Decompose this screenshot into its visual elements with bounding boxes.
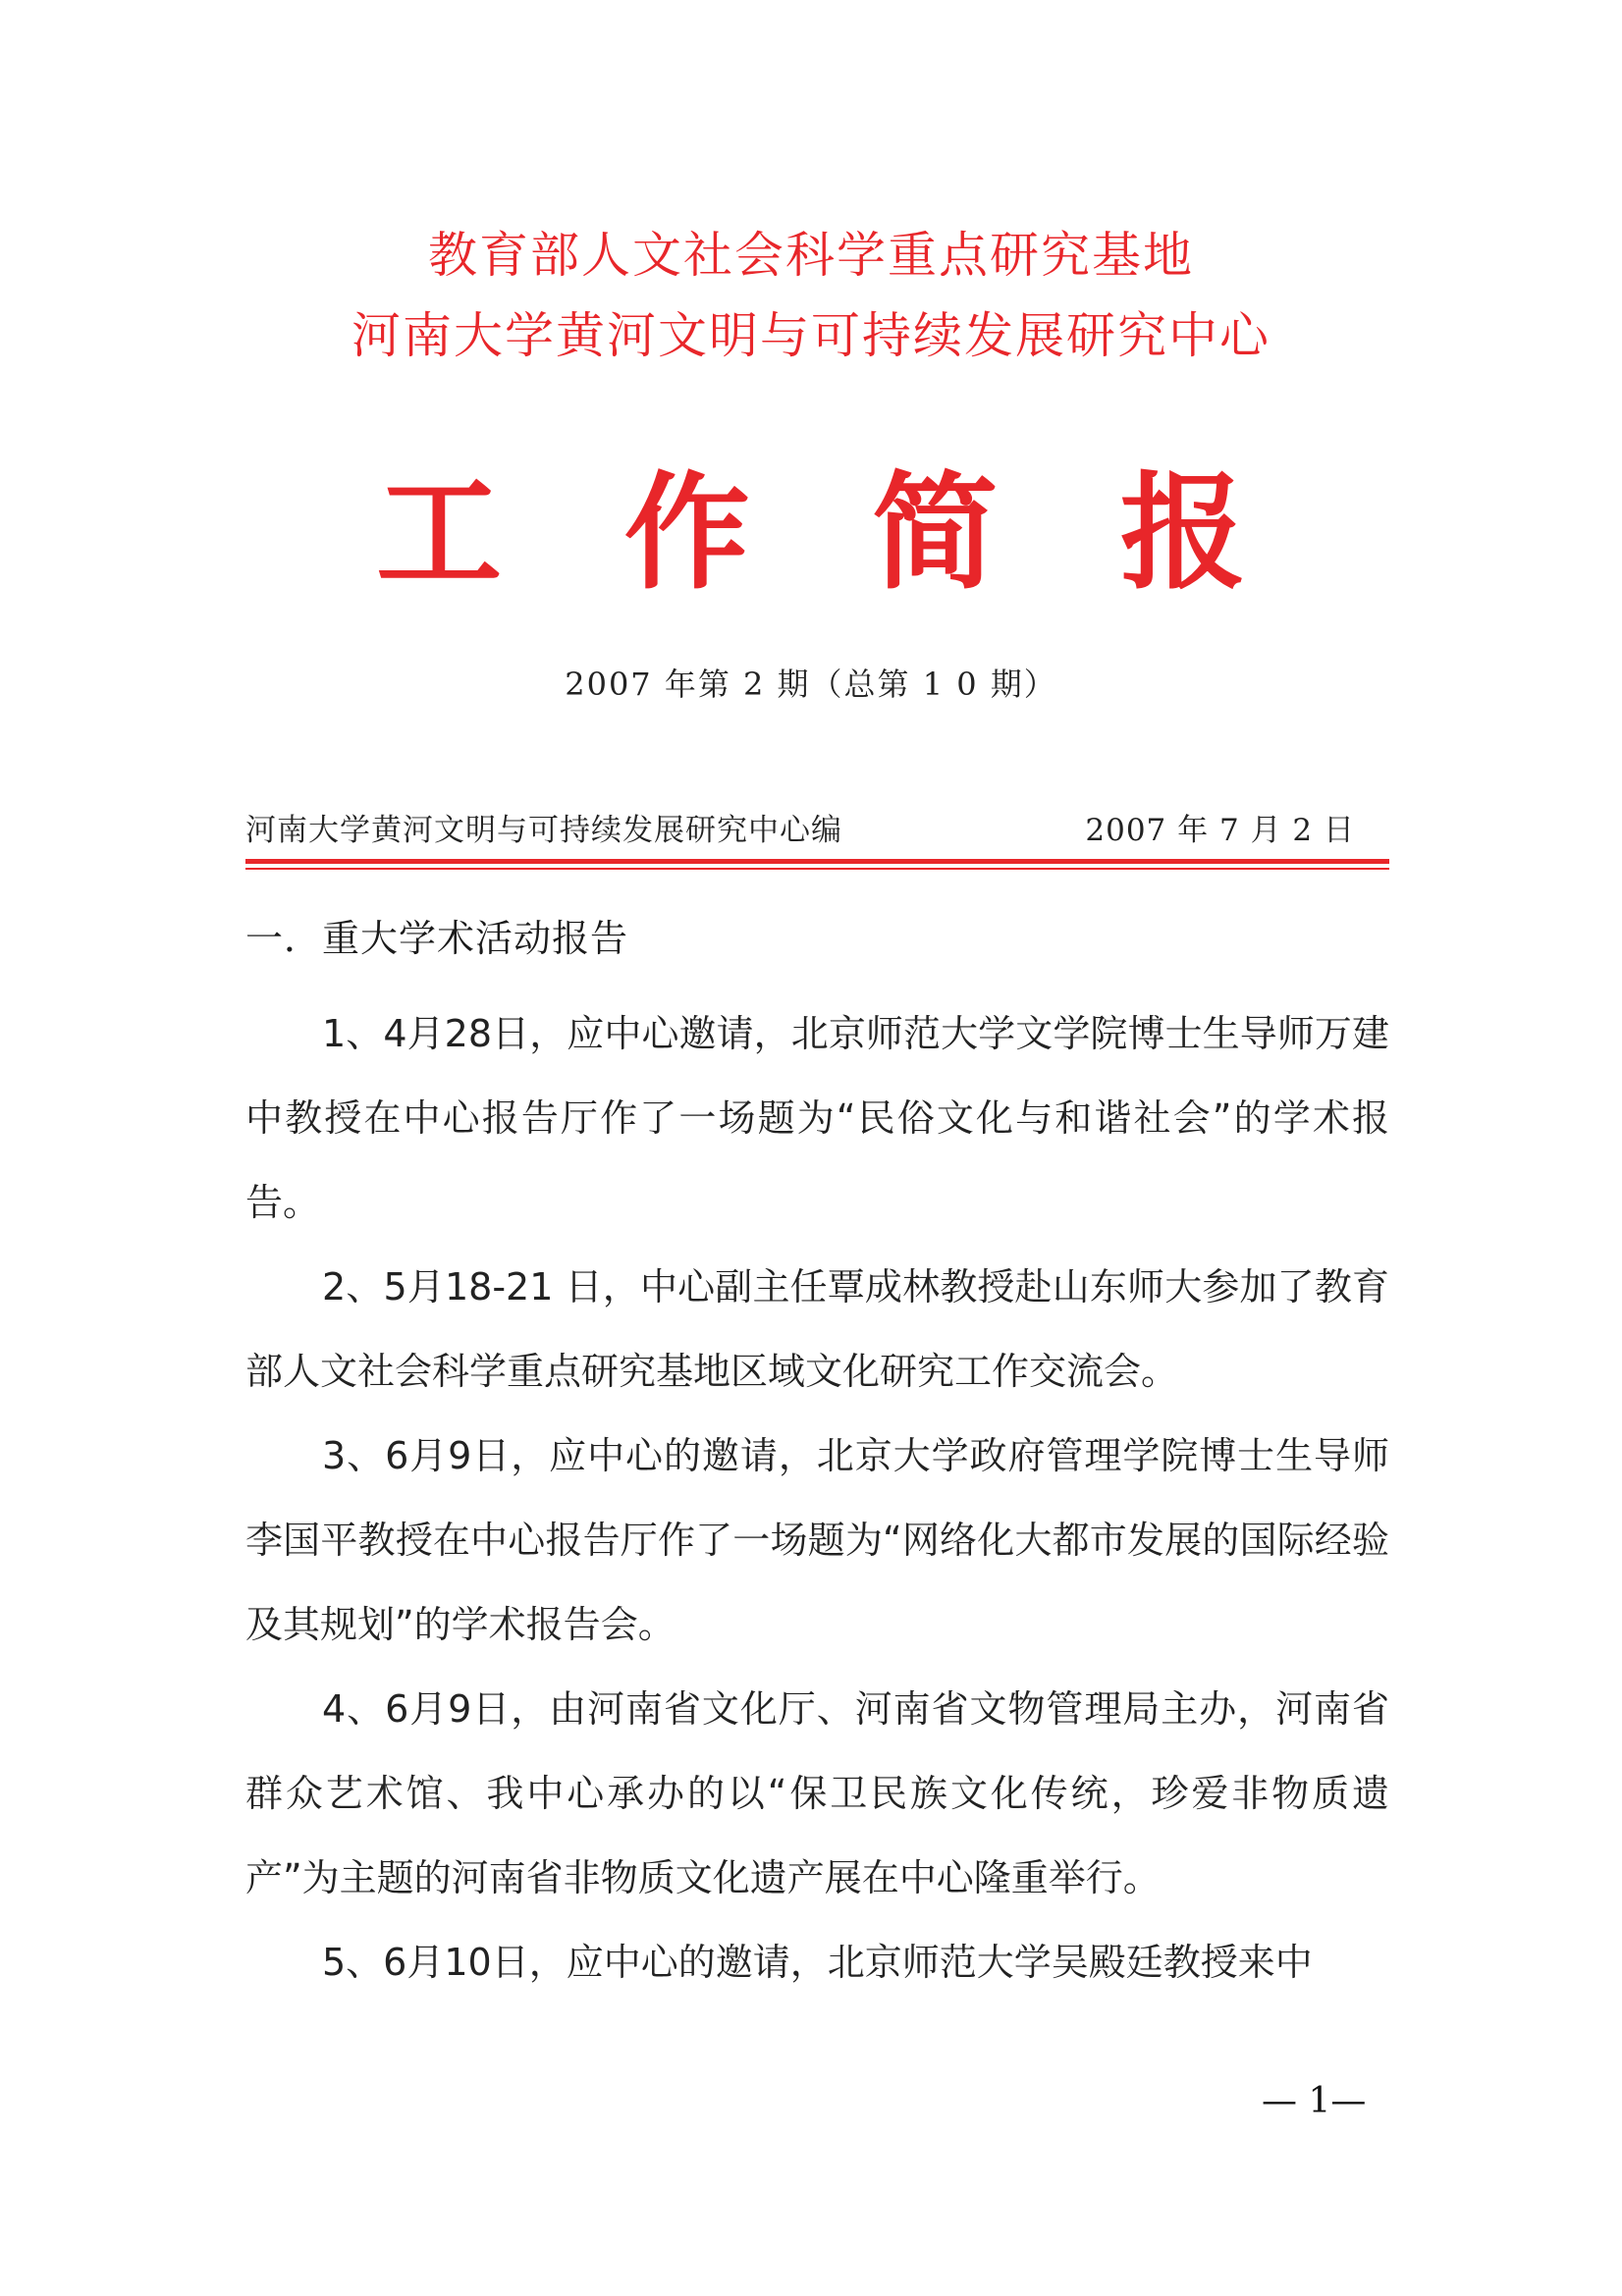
org-name-line-1: 教育部人文社会科学重点研究基地 [428, 227, 1194, 284]
bulletin-title: 工 作 简 报 [376, 460, 1285, 607]
org-name-line-2: 河南大学黄河文明与可持续发展研究中心 [351, 307, 1271, 364]
paragraph: 2、5月18-21 日，中心副主任覃成林教授赴山东师大参加了教育部人文社会科学重点研究基地区域文化研究工作交流会。 [245, 1265, 1389, 1393]
publish-date: 2007 年 7 月 2 日 [1085, 813, 1355, 848]
section-heading: 一．重大学术活动报告 [245, 917, 629, 960]
paragraph: 1、4月28日，应中心邀请，北京师范大学文学院博士生导师万建中教授在中心报告厅作了一场题为“民俗文化与和谐社会”的学术报告。 [245, 1012, 1389, 1224]
issue-number: 2007 年第 2 期（总第 1 0 期） [565, 666, 1057, 703]
page-number: — 1— [1262, 2081, 1367, 2121]
header-divider-thin [245, 868, 1389, 870]
editor-row [245, 805, 1355, 850]
paragraph: 4、6月9日，由河南省文化厅、河南省文物管理局主办，河南省群众艺术馆、我中心承办的以“保卫民族文化传统，珍爱非物质遗产”为主题的河南省非物质文化遗产展在中心隆重举行。 [245, 1687, 1389, 1899]
header-divider-thick [245, 859, 1389, 864]
editor-name: 河南大学黄河文明与可持续发展研究中心编 [245, 813, 842, 848]
section-body [245, 991, 1389, 2004]
paragraph: 3、6月9日，应中心的邀请，北京大学政府管理学院博士生导师李国平教授在中心报告厅作了一场题为“网络化大都市发展的国际经验及其规划”的学术报告会。 [245, 1434, 1389, 1646]
paragraph: 5、6月10日，应中心的邀请，北京师范大学吴殿廷教授来中 [322, 1941, 1313, 1984]
